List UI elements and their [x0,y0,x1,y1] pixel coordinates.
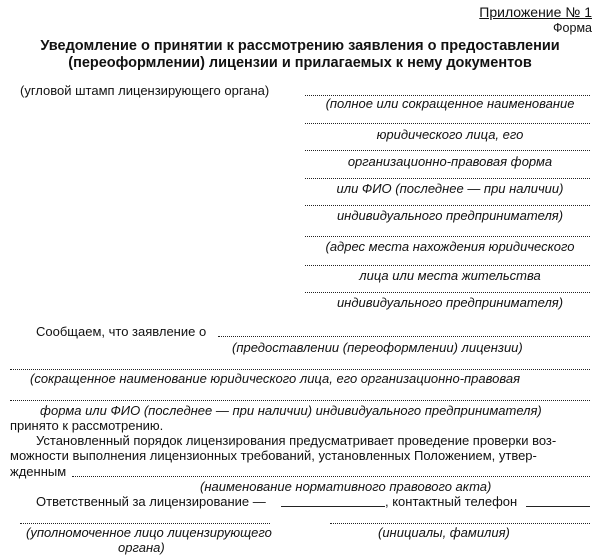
regulatory-act-caption: (наименование нормативного правового акта) [200,479,492,494]
addressee-line [305,236,590,237]
inform-text: Сообщаем, что заявление о [36,324,207,339]
document-title-line2: (переоформлении) лицензии и прилагаемых к нему документов [68,55,532,71]
applicant-caption-line2: форма или ФИО (последнее — при наличии) индивидуального предпринимателя) [40,403,542,418]
procedure-text-line3: жденным [10,464,67,479]
procedure-text-line1: Установленный порядок лицензирования предусматривает проведение проверки воз- [36,433,557,448]
initials-surname-field[interactable] [330,523,590,524]
addressee-caption: лица или места жительства [359,268,541,283]
addressee-caption: организационно-правовая форма [347,154,553,169]
addressee-line [305,123,590,124]
addressee-line [305,265,590,266]
phone-field[interactable] [526,506,590,507]
addressee-line [305,178,590,179]
authorized-person-caption-2: органа) [118,540,165,555]
addressee-caption: юридического лица, его [376,127,524,142]
addressee-caption: индивидуального предпринимателя) [336,208,564,223]
addressee-line [305,150,590,151]
responsible-person-field[interactable] [281,506,385,507]
applicant-name-field[interactable] [10,369,590,370]
authorized-person-caption: (уполномоченное лицо лицензирующего [26,525,272,540]
addressee-line [305,205,590,206]
addressee-caption: индивидуального предпринимателя) [336,295,564,310]
initials-surname-caption: (инициалы, фамилия) [378,525,510,540]
authorized-person-field[interactable] [20,523,270,524]
phone-label: , контактный телефон [385,494,518,509]
accepted-text: принято к рассмотрению. [10,418,164,433]
form-label: Форма [553,21,592,35]
addressee-caption: или ФИО (последнее — при наличии) [336,181,564,196]
responsible-label: Ответственный за лицензирование — [36,494,266,509]
appendix-number: Приложение № 1 [479,4,592,20]
addressee-caption: (адрес места нахождения юридического [325,239,575,254]
document-title-line1: Уведомление о принятии к рассмотрению заявления о предоставлении [40,38,560,54]
regulatory-act-field[interactable] [72,476,590,477]
applicant-caption-line1: (сокращенное наименование юридического лица, его организационно-правовая [30,371,521,386]
application-type-field[interactable] [218,336,590,337]
procedure-text-line2: можности выполнения лицензионных требований, установленных Положением, утвер- [10,448,537,463]
addressee-caption: (полное или сокращенное наименование [325,96,575,111]
applicant-name-field-2[interactable] [10,400,590,401]
stamp-label: (угловой штамп лицензирующего органа) [20,83,270,98]
addressee-line [305,292,590,293]
application-type-caption: (предоставлении (переоформлении) лицензии) [232,340,523,355]
